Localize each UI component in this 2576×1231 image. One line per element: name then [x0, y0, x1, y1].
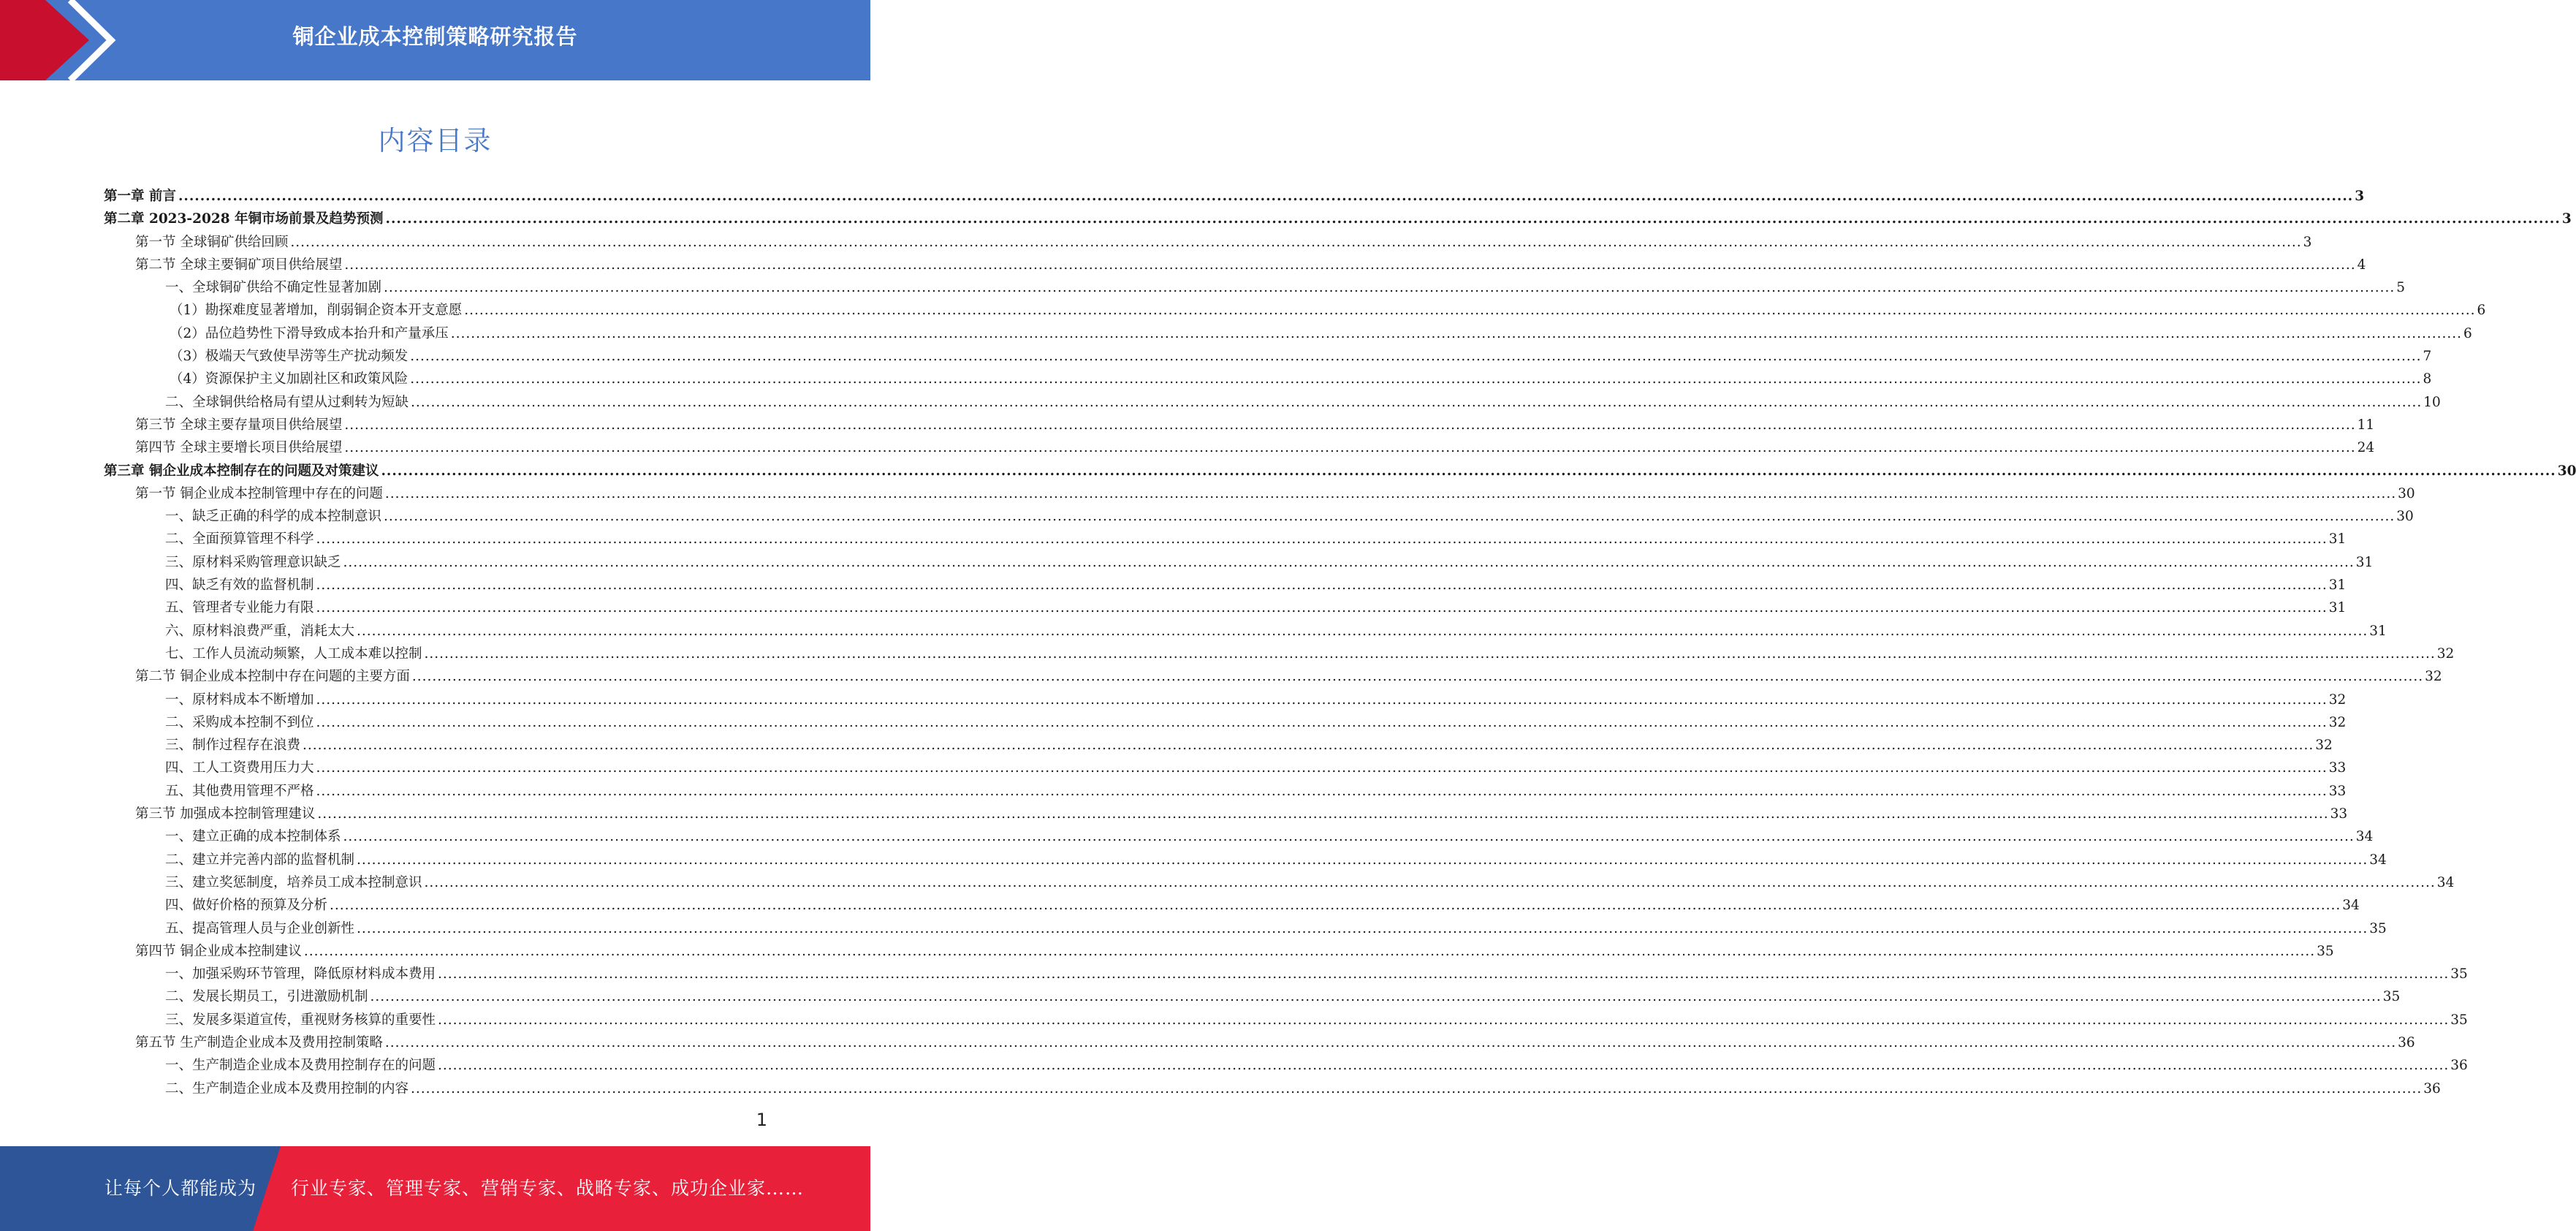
toc-leader-dots: ................................................................................................................................................................................................................................................................................................................................................................................................................: [411, 394, 2423, 410]
toc-entry-label: 第二节 铜企业成本控制中存在问题的主要方面: [135, 669, 410, 685]
toc-entry-page: 5: [2396, 280, 2406, 296]
toc-entry-label: 三、制作过程存在浪费: [165, 738, 301, 754]
toc-leader-dots: ................................................................................................................................................................................................................................................................................................................................................................................................................: [385, 211, 2561, 227]
toc-leader-dots: ................................................................................................................................................................................................................................................................................................................................................................................................................: [303, 943, 2316, 959]
toc-entry-label: 二、全球铜供给格局有望从过剩转为短缺: [165, 394, 409, 410]
toc-leader-dots: ................................................................................................................................................................................................................................................................................................................................................................................................................: [384, 485, 2397, 501]
toc-entry[interactable]: [104, 689, 2347, 711]
toc-entry[interactable]: [104, 574, 2347, 596]
toc-entry-label: 第三节 全球主要存量项目供给展望: [135, 417, 343, 433]
toc-entry[interactable]: [104, 757, 2347, 779]
toc-entry-label: 二、发展长期员工，引进激励机制: [165, 989, 368, 1005]
toc-entry-page: 33: [2328, 783, 2347, 799]
toc-entry-page: 3: [2561, 211, 2572, 227]
toc-entry-page: 11: [2357, 417, 2375, 433]
toc-entry-label: 第一节 全球铜矿供给回顾: [135, 234, 289, 250]
toc-entry-page: 34: [2369, 852, 2387, 868]
toc-entry-label: 第四节 全球主要增长项目供给展望: [135, 440, 343, 456]
toc-entry-page: 30: [2396, 509, 2414, 525]
report-title: 铜企业成本控制策略研究报告: [292, 24, 578, 49]
toc-leader-dots: ................................................................................................................................................................................................................................................................................................................................................................................................................: [357, 920, 2368, 936]
toc-entry-page: 10: [2423, 394, 2441, 410]
toc-entry-label: 一、原材料成本不断增加: [165, 692, 314, 708]
toc-leader-dots: ................................................................................................................................................................................................................................................................................................................................................................................................................: [316, 531, 2328, 548]
toc-leader-dots: ................................................................................................................................................................................................................................................................................................................................................................................................................: [438, 1058, 2450, 1074]
toc-entry[interactable]: [104, 1009, 2468, 1031]
toc-entry-page: 34: [2355, 829, 2374, 845]
toc-entry-page: 30: [2398, 485, 2415, 501]
toc-entry-label: （2）品位趋势性下滑导致成本抬升和产量承压: [170, 325, 449, 341]
toc-leader-dots: ................................................................................................................................................................................................................................................................................................................................................................................................................: [344, 417, 2356, 433]
toc-entry-label: 一、建立正确的成本控制体系: [165, 829, 341, 845]
toc-entry-page: 6: [2463, 325, 2472, 341]
toc-leader-dots: ................................................................................................................................................................................................................................................................................................................................................................................................................: [370, 989, 2382, 1005]
toc-entry-page: 32: [2436, 645, 2455, 662]
toc-entry-page: 35: [2369, 920, 2387, 936]
toc-entry-label: 五、其他费用管理不严格: [165, 783, 314, 799]
toc-entry-page: 32: [2425, 669, 2442, 685]
toc-leader-dots: ................................................................................................................................................................................................................................................................................................................................................................................................................: [178, 189, 2354, 204]
toc-leader-dots: ................................................................................................................................................................................................................................................................................................................................................................................................................: [450, 325, 2463, 341]
toc-entry[interactable]: [104, 391, 2441, 414]
toc-entry[interactable]: [104, 871, 2455, 894]
toc-entry-page: 36: [2398, 1034, 2415, 1050]
toc-entry-label: 三、发展多渠道宣传，重视财务核算的重要性: [165, 1012, 436, 1028]
toc-leader-dots: ................................................................................................................................................................................................................................................................................................................................................................................................................: [344, 440, 2356, 456]
toc-leader-dots: ................................................................................................................................................................................................................................................................................................................................................................................................................: [381, 463, 2556, 479]
toc-leader-dots: ................................................................................................................................................................................................................................................................................................................................................................................................................: [438, 966, 2450, 982]
toc-entry-label: 一、加强采购环节管理，降低原材料成本费用: [165, 966, 436, 982]
toc-leader-dots: ................................................................................................................................................................................................................................................................................................................................................................................................................: [316, 577, 2328, 594]
toc-entry-page: 36: [2450, 1058, 2468, 1074]
toc-entry-page: 32: [2328, 692, 2347, 708]
toc-entry[interactable]: [104, 940, 2334, 963]
toc-entry-label: 第三章 铜企业成本控制存在的问题及对策建议: [104, 463, 379, 479]
toc-entry[interactable]: [104, 734, 2333, 757]
footer-slogan-left: 让每个人都能成为: [105, 1178, 257, 1199]
toc-title: 内容目录: [378, 125, 493, 156]
toc-entry-page: 35: [2450, 966, 2468, 982]
toc-entry-label: 一、全球铜矿供给不确定性显著加剧: [165, 280, 382, 296]
toc-entry[interactable]: [104, 825, 2374, 848]
toc-entry[interactable]: [104, 849, 2387, 871]
toc-entry[interactable]: [104, 985, 2401, 1008]
toc-entry-page: 32: [2315, 738, 2333, 754]
toc-entry-page: 24: [2357, 440, 2375, 456]
toc-leader-dots: ................................................................................................................................................................................................................................................................................................................................................................................................................: [357, 852, 2368, 868]
toc-entry[interactable]: [104, 345, 2432, 368]
toc-leader-dots: ................................................................................................................................................................................................................................................................................................................................................................................................................: [316, 692, 2328, 708]
toc-entry-page: 33: [2328, 760, 2347, 776]
toc-entry-label: 第一章 前言: [104, 189, 176, 204]
toc-entry[interactable]: [104, 414, 2375, 436]
toc-entry-label: 四、做好价格的预算及分析: [165, 898, 328, 914]
toc-entry-label: 五、提高管理人员与企业创新性: [165, 920, 355, 936]
toc-entry[interactable]: [104, 528, 2347, 550]
toc-entry-page: 35: [2317, 943, 2334, 959]
toc-entry[interactable]: [104, 436, 2375, 459]
toc-entry[interactable]: [104, 208, 2572, 230]
toc-leader-dots: ................................................................................................................................................................................................................................................................................................................................................................................................................: [330, 898, 2341, 914]
toc-leader-dots: ................................................................................................................................................................................................................................................................................................................................................................................................................: [344, 257, 2356, 273]
toc-entry-page: 35: [2450, 1012, 2468, 1028]
toc-leader-dots: ................................................................................................................................................................................................................................................................................................................................................................................................................: [343, 829, 2355, 845]
toc-leader-dots: ................................................................................................................................................................................................................................................................................................................................................................................................................: [343, 554, 2355, 570]
toc-leader-dots: ................................................................................................................................................................................................................................................................................................................................................................................................................: [411, 1080, 2423, 1096]
toc-leader-dots: ................................................................................................................................................................................................................................................................................................................................................................................................................: [411, 669, 2424, 685]
toc-entry[interactable]: [104, 231, 2312, 254]
toc-leader-dots: ................................................................................................................................................................................................................................................................................................................................................................................................................: [384, 509, 2395, 525]
toc-entry[interactable]: [104, 917, 2387, 940]
toc-entry-page: 31: [2369, 623, 2387, 639]
toc-entry[interactable]: [104, 665, 2442, 688]
toc-entry-page: 31: [2328, 600, 2347, 616]
toc-entry-label: 第五节 生产制造企业成本及费用控制策略: [135, 1034, 383, 1050]
toc-entry[interactable]: [104, 551, 2374, 574]
toc-entry-page: 6: [2477, 303, 2486, 319]
toc-entry-page: 3: [2303, 234, 2312, 250]
toc-entry-page: 8: [2423, 371, 2432, 387]
toc-entry[interactable]: [104, 894, 2360, 917]
toc-entry-page: 31: [2328, 577, 2347, 594]
toc-leader-dots: ................................................................................................................................................................................................................................................................................................................................................................................................................: [316, 760, 2328, 776]
toc-entry-label: 三、原材料采购管理意识缺乏: [165, 554, 341, 570]
toc-entry-page: 31: [2328, 531, 2347, 548]
toc-entry-page: 30: [2557, 463, 2576, 479]
toc-entry[interactable]: [104, 322, 2472, 345]
toc-entry[interactable]: [104, 780, 2347, 803]
toc-entry[interactable]: [104, 505, 2414, 528]
toc-entry[interactable]: [104, 803, 2348, 825]
toc-entry[interactable]: [104, 711, 2347, 734]
toc-leader-dots: ................................................................................................................................................................................................................................................................................................................................................................................................................: [384, 1034, 2397, 1050]
toc-entry-label: 五、管理者专业能力有限: [165, 600, 314, 616]
toc-entry-page: 36: [2423, 1080, 2441, 1096]
toc-entry[interactable]: [104, 482, 2415, 505]
toc-entry-page: 34: [2342, 898, 2360, 914]
toc-entry-label: 第二章 2023-2028 年铜市场前景及趋势预测: [104, 211, 384, 227]
footer-banner: [0, 1146, 870, 1231]
toc-entry-page: 32: [2328, 714, 2347, 730]
toc-leader-dots: ................................................................................................................................................................................................................................................................................................................................................................................................................: [464, 303, 2476, 319]
toc-entry-label: 四、缺乏有效的监督机制: [165, 577, 314, 594]
toc-entry[interactable]: [104, 1054, 2468, 1077]
toc-entry[interactable]: [104, 643, 2455, 665]
toc-entry[interactable]: [104, 620, 2387, 643]
toc-entry-label: 第二节 全球主要铜矿项目供给展望: [135, 257, 343, 273]
toc-entry[interactable]: [104, 254, 2366, 276]
toc-entry[interactable]: [104, 276, 2406, 299]
toc-entry-label: 一、生产制造企业成本及费用控制存在的问题: [165, 1058, 436, 1074]
toc-entry-label: 七、工作人员流动频繁，人工成本难以控制: [165, 645, 422, 662]
toc-entry-page: 4: [2357, 257, 2366, 273]
table-of-contents: [104, 185, 2576, 1100]
toc-leader-dots: ................................................................................................................................................................................................................................................................................................................................................................................................................: [290, 234, 2302, 250]
toc-leader-dots: ................................................................................................................................................................................................................................................................................................................................................................................................................: [317, 806, 2329, 822]
toc-leader-dots: ................................................................................................................................................................................................................................................................................................................................................................................................................: [316, 714, 2328, 730]
toc-entry[interactable]: [104, 185, 2365, 208]
toc-entry-page: 35: [2382, 989, 2401, 1005]
toc-entry-label: 二、建立并完善内部的监督机制: [165, 852, 355, 868]
toc-entry-page: 31: [2355, 554, 2374, 570]
toc-entry-label: （4）资源保护主义加剧社区和政策风险: [170, 371, 409, 387]
toc-entry-label: （3）极端天气致使旱涝等生产扰动频发: [170, 349, 409, 365]
toc-entry-page: 3: [2355, 189, 2365, 204]
toc-leader-dots: ................................................................................................................................................................................................................................................................................................................................................................................................................: [438, 1012, 2450, 1028]
toc-leader-dots: ................................................................................................................................................................................................................................................................................................................................................................................................................: [424, 645, 2436, 662]
page-number: 1: [756, 1110, 767, 1130]
toc-entry[interactable]: [104, 963, 2468, 985]
toc-leader-dots: ................................................................................................................................................................................................................................................................................................................................................................................................................: [410, 349, 2422, 365]
toc-leader-dots: ................................................................................................................................................................................................................................................................................................................................................................................................................: [303, 738, 2314, 754]
toc-entry[interactable]: [104, 1077, 2441, 1100]
toc-entry-label: 二、生产制造企业成本及费用控制的内容: [165, 1080, 409, 1096]
toc-entry[interactable]: [104, 460, 2576, 482]
toc-entry-label: （1）勘探难度显著增加，削弱铜企资本开支意愿: [170, 303, 463, 319]
toc-leader-dots: ................................................................................................................................................................................................................................................................................................................................................................................................................: [316, 600, 2328, 616]
toc-leader-dots: ................................................................................................................................................................................................................................................................................................................................................................................................................: [357, 623, 2368, 639]
toc-entry[interactable]: [104, 596, 2347, 619]
toc-entry-page: 33: [2330, 806, 2348, 822]
toc-leader-dots: ................................................................................................................................................................................................................................................................................................................................................................................................................: [384, 280, 2395, 296]
toc-entry-label: 第一节 铜企业成本控制管理中存在的问题: [135, 485, 383, 501]
toc-leader-dots: ................................................................................................................................................................................................................................................................................................................................................................................................................: [316, 783, 2328, 799]
toc-entry-label: 一、缺乏正确的科学的成本控制意识: [165, 509, 382, 525]
toc-entry[interactable]: [104, 299, 2486, 322]
toc-entry[interactable]: [104, 1031, 2415, 1054]
toc-entry-label: 三、建立奖惩制度，培养员工成本控制意识: [165, 874, 422, 890]
toc-leader-dots: ................................................................................................................................................................................................................................................................................................................................................................................................................: [410, 371, 2422, 387]
toc-entry-page: 7: [2423, 349, 2432, 365]
toc-entry-label: 第三节 加强成本控制管理建议: [135, 806, 316, 822]
toc-entry-label: 第四节 铜企业成本控制建议: [135, 943, 302, 959]
toc-leader-dots: ................................................................................................................................................................................................................................................................................................................................................................................................................: [424, 874, 2436, 890]
toc-entry-label: 二、全面预算管理不科学: [165, 531, 314, 548]
footer-slogan-right: 行业专家、管理专家、营销专家、战略专家、成功企业家……: [291, 1178, 805, 1199]
toc-entry-label: 六、原材料浪费严重，消耗太大: [165, 623, 355, 639]
toc-entry-label: 四、工人工资费用压力大: [165, 760, 314, 776]
toc-entry[interactable]: [104, 368, 2432, 390]
header-banner: [0, 0, 870, 80]
toc-entry-label: 二、采购成本控制不到位: [165, 714, 314, 730]
toc-entry-page: 34: [2436, 874, 2455, 890]
